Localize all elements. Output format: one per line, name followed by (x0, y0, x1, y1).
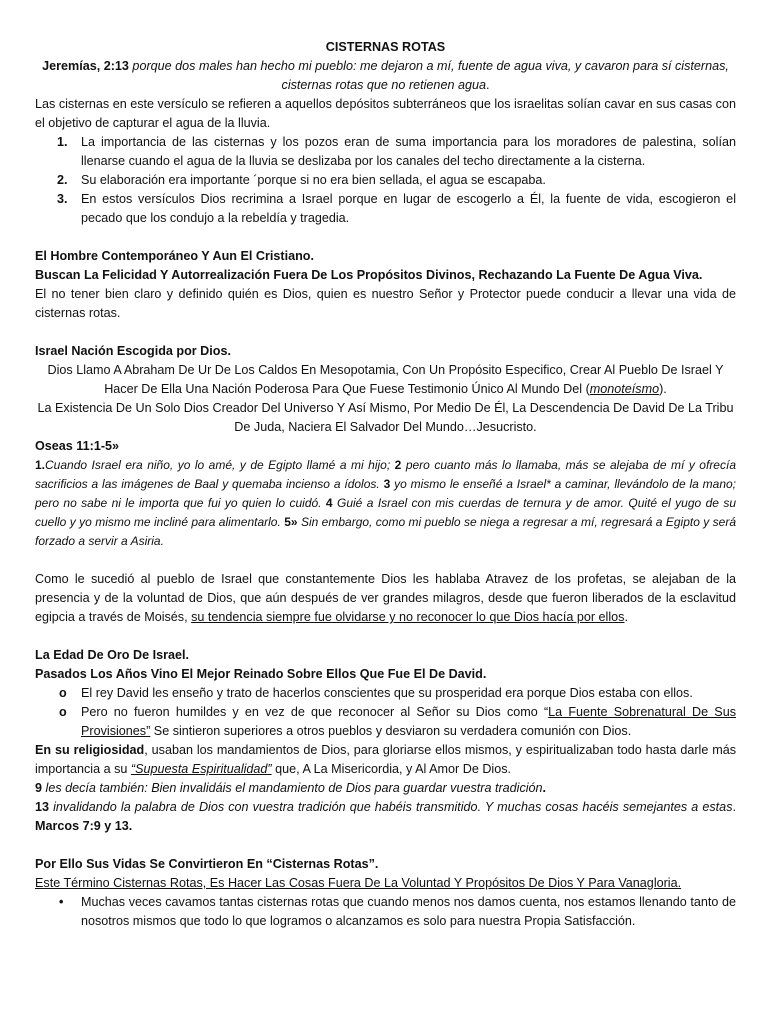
verse-text: Cuando Israel era niño, yo lo amé, y de Egipto llamé a mi hijo; (45, 458, 395, 472)
list-text: Su elaboración era importante ´porque si no era bien sellada, el agua se escapaba. (81, 173, 546, 187)
verse-text: les decía también: Bien invalidáis el mandamiento de Dios para guardar vuestra tradición (42, 781, 543, 795)
section2-paragraph-2: La Existencia De Un Solo Dios Creador Del Universo Y Así Mismo, Por Medio De Él, La Descendencia De David De La Tribu De Juda, Naciera El Salvador Del Mundo…Jesucristo. (37, 401, 734, 434)
bullet-icon: o (59, 686, 67, 700)
verse-reference: Jeremías, 2:13 (42, 59, 129, 73)
section2-paragraph-1 (35, 361, 736, 399)
verse-number: 4 (325, 496, 333, 510)
section2-paragraph-1-end: ). (659, 382, 667, 396)
mark-verse-9 (35, 779, 736, 798)
intro-paragraph: Las cisternas en este versículo se refieren a aquellos depósitos subterráneos que los israelitas solían cavar en sus casas con el objetivo de capturar el agua de la lluvia. (35, 97, 736, 130)
oseas-heading: Oseas 11:1-5» (35, 439, 120, 453)
list-item (35, 703, 736, 741)
list-item (35, 893, 736, 931)
section1-heading: El Hombre Contemporáneo Y Aun El Cristiano. (35, 249, 314, 263)
verse-reference: Marcos 7:9 y 13. (35, 819, 133, 833)
list-item (35, 684, 736, 703)
key-verse (35, 57, 736, 95)
list-item (35, 133, 736, 171)
list-text: Pero no fueron humildes y en vez de que reconocer al Señor su Dios como “ (81, 705, 549, 719)
verse-number: 1. (35, 458, 46, 472)
section3-subheading: Pasados Los Años Vino El Mejor Reinado Sobre Ellos Que Fue El De David. (35, 667, 487, 681)
verse-number: 3 (383, 477, 391, 491)
verse-text: Sin embargo, como mi pueblo se niega a regresar a mí, regresará a Egipto y será forzado a servir a Asiria. (35, 515, 736, 548)
verse-number: 5» (284, 515, 298, 529)
list-text: El rey David les enseño y trato de hacerlos conscientes que su prosperidad era porque Dios estaba con ellos. (81, 686, 693, 700)
religiosity-paragraph (35, 741, 736, 779)
mark-verse-13 (35, 798, 736, 836)
section4-subheading: Este Término Cisternas Rotas, Es Hacer Las Cosas Fuera De La Voluntad Y Propósitos De Dios Y Para Vanagloria. (35, 876, 682, 890)
list-number: 3. (57, 192, 68, 206)
verse-number: 9 (35, 781, 43, 795)
oseas-passage (35, 456, 736, 551)
list-number: 1. (57, 135, 68, 149)
verse-end: . (542, 781, 547, 795)
underlined-phrase: su tendencia siempre fue olvidarse y no reconocer lo que Dios hacía por ellos (191, 610, 625, 624)
verse-end: . (485, 78, 490, 92)
bullet-icon: o (59, 705, 67, 719)
section2-paragraph-3-end: . (624, 610, 628, 624)
conclusion-list (35, 893, 736, 931)
underlined-phrase: “Supuesta Espiritualidad” (130, 762, 272, 776)
section1-subheading: Buscan La Felicidad Y Autorrealización Fuera De Los Propósitos Divinos, Rechazando La Fuente De Agua Viva. (35, 268, 703, 282)
verse-number: 2 (394, 458, 402, 472)
list-number: 2. (57, 173, 68, 187)
list-text: En estos versículos Dios recrimina a Israel porque en lugar de escogerlo a Él, la fuente de vida, escogieron el pecado que los condujo a la rebeldía y tragedia. (81, 192, 736, 225)
bullet-icon: • (59, 895, 64, 909)
section2-paragraph-3-text: Como le sucedió al pueblo de Israel que constantemente Dios les hablaba Atravez de los profetas, se alejaban de la presencia y de la voluntad de Dios, que aún después de ver grandes milagros, desde que fueron liberados de la esclavitud egipcia a través de Moisés, (35, 572, 736, 624)
list-item (35, 171, 736, 190)
religiosity-end: que, A La Misericordia, y Al Amor De Dios. (271, 762, 512, 776)
verse-text: Guié a Israel con mis cuerdas de ternura y de amor. Quité el yugo de su cuello y yo mismo me incliné para alimentarlo. (35, 496, 737, 529)
section3-heading: La Edad De Oro De Israel. (35, 648, 189, 662)
verse-text: pero cuanto más lo llamaba, más se alejaba de mí y ofrecía sacrificios a las imágenes de Baal y quemaba incienso a ídolos. (35, 458, 736, 491)
underlined-phrase: La Fuente Sobrenatural De Sus Provisiones” (81, 705, 737, 738)
verse-end: . (732, 800, 736, 814)
bold-phrase: En su religiosidad (35, 743, 145, 757)
section2-paragraph-3 (35, 570, 736, 627)
section2-heading: Israel Nación Escogida por Dios. (35, 344, 231, 358)
religiosity-text: , usaban los mandamientos de Dios, para gloriarse ellos mismos, y espiritualizaban todo hasta darle más importancia a su (35, 743, 737, 776)
cisterns-list (35, 133, 736, 228)
verse-number: 13 (35, 800, 50, 814)
list-text-end: Se sintieron superiores a otros pueblos y desviaron su verdadera comunión con Dios. (150, 724, 632, 738)
list-item (35, 190, 736, 228)
list-text: Muchas veces cavamos tantas cisternas rotas que cuando menos nos damos cuenta, nos estamos llenando tanto de nosotros mismos que todo lo que logramos o alcanzamos es solo para nuestra Propia Satisfacción. (81, 895, 736, 928)
document-title: CISTERNAS ROTAS (325, 40, 446, 54)
section2-paragraph-1-text: Dios Llamo A Abraham De Ur De Los Caldos En Mesopotamia, Con Un Propósito Especifico, Crear Al Pueblo De Israel Y Hacer De Ella Una Nación Poderosa Para Que Fuese Testimonio Único Al Mundo Del ( (47, 363, 724, 396)
verse-text: yo mismo le enseñé a Israel* a caminar, llevándolo de la mano; pero no sabe ni le importa que fui yo quien lo cuidó. (35, 477, 737, 510)
verse-text: porque dos males han hecho mi pueblo: me dejaron a mí, fuente de agua viva, y cavaron para sí cisternas, cisternas rotas que no retienen agua (128, 59, 729, 92)
monoteismo-term: monoteísmo (589, 382, 660, 396)
section4-heading: Por Ello Sus Vidas Se Convirtieron En “Cisternas Rotas”. (35, 857, 379, 871)
verse-text: invalidando la palabra de Dios con vuestra tradición que habéis transmitido. Y muchas cosas hacéis semejantes a estas (49, 800, 733, 814)
section1-body: El no tener bien claro y definido quién es Dios, quien es nuestro Señor y Protector puede conducir a llevar una vida de cisternas rotas. (35, 287, 736, 320)
list-text: La importancia de las cisternas y los pozos eran de suma importancia para los moradores de palestina, solían llenarse cuando el agua de la lluvia se deslizaba por los canales del techo directamente a la cisterna. (81, 135, 736, 168)
david-list (35, 684, 736, 741)
